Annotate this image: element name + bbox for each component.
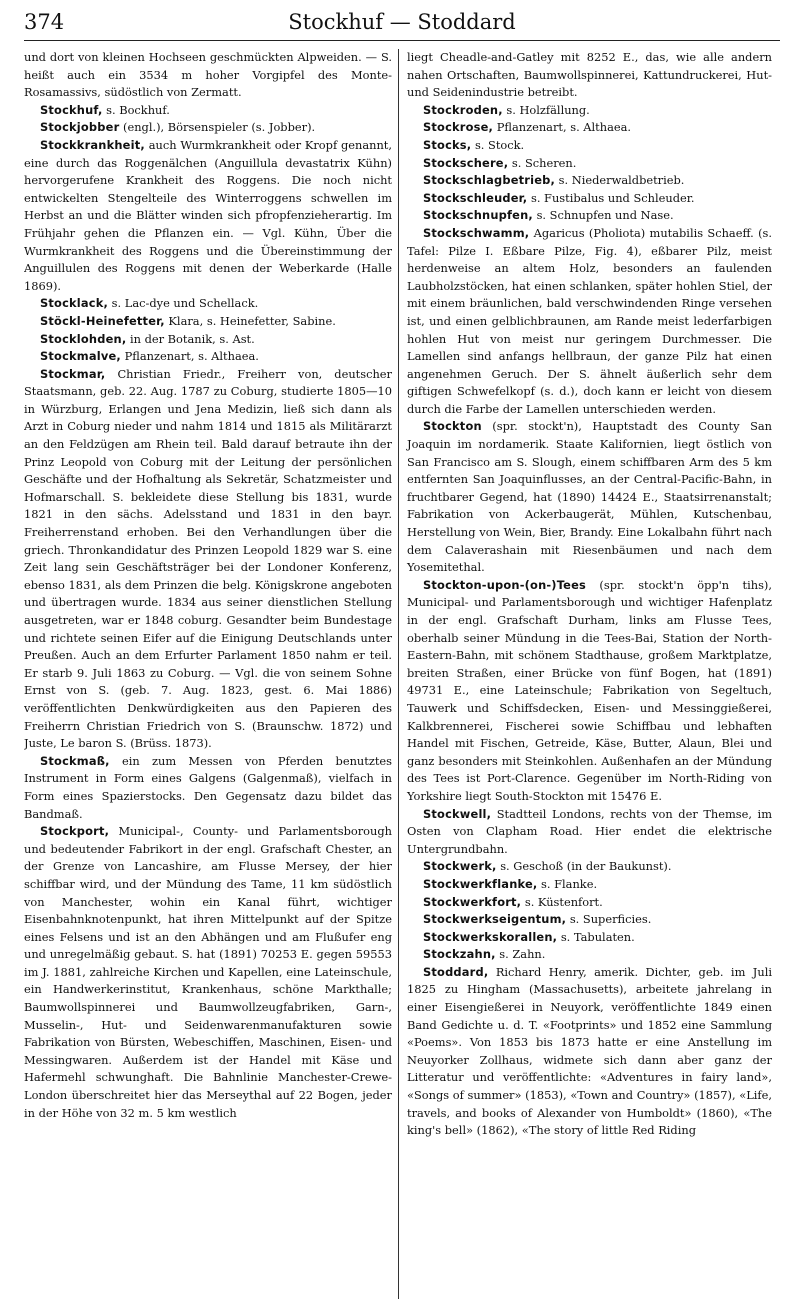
entry-text: (spr. stockt'n), Hauptstadt des County San Joaquin im nordamerik. Staate Kalifornien, liegt östlich von San Francisco am S. Slough, einem schiffbaren Arm des 5 km entfernten San Joaquinflusses, an der Central-Pacific-Bahn, in fruchtbarer Gegend, hat (1890) 14424 E., Staatsirrenanstalt; Fabrikation von Ackerbaugerät, Mühlen, Kutschenbau, Herstellung von Wein, Bier, Brandy. Eine Lokalbahn führt nach dem Calaverashain mit Riesenbäumen und nach dem Yosemitethal. xyxy=(407,419,772,575)
dictionary-entry xyxy=(24,137,392,295)
entry-headword: Stocklack, xyxy=(40,296,109,311)
entry-headword: Stockroden, xyxy=(423,102,503,117)
entry-text: Pflanzenart, s. Althaea. xyxy=(496,120,632,135)
entry-text: Pflanzenart, s. Althaea. xyxy=(124,349,259,364)
entry-text: Municipal-, County- und Parlamentsborough und bedeutender Fabrikort in der engl. Grafschaft Chester, an der Grenze von Lancashire, am Flusse Mersey, der hier schiffbar wird, und der Mündung des Tame, 11 km südöstlich von Manchester, wohin ein Kanal führt, wichtiger Eisenbahnknotenpunkt, hat ihren Mittelpunkt auf der Spitze eines Felsens und ist an den Abhängen und am Flußufer eng und unregelmäßig gebaut. S. hat (1891) 70253 E. gegen 59553 im J. 1881, zahlreiche Kirchen und Kapellen, eine Lateinschule, ein Handwerkerinstitut, Krankenhaus, schöne Markthalle; Baumwollspinnerei und Baumwollzeugfabriken, Garn-, Musselin-, Hut- und Seidenwarenmanufakturen sowie Fabrikation von Bürsten, Webeschiffen, Maschinen, Eisen- und Messingwaren. Außerdem ist der Handel mit Käse und Hafermehl schwunghaft. Die Bahnlinie Manchester-Crewe-London überschreitet hier das Merseythal auf 22 Bogen, jeder in der Höhe von 32 m. 5 km westlich xyxy=(24,824,393,1120)
entry-text: und dort von kleinen Hochseen geschmückten Alpweiden. — S. heißt auch ein 3534 m hoher Vorgipfel des Monte-Rosamassivs, südöstlich von Zermatt. xyxy=(24,50,392,100)
running-head: Stockhuf — Stoddard xyxy=(288,10,516,34)
dictionary-entry xyxy=(407,964,772,1140)
left-column xyxy=(24,49,398,1299)
entry-text: Klara, s. Heinefetter, Sabine. xyxy=(168,313,336,328)
entry-headword: Stockhuf, xyxy=(40,102,103,117)
entry-headword: Stockwerkskorallen, xyxy=(423,929,558,944)
text-columns xyxy=(24,49,780,1299)
entry-headword: Stockschleuder, xyxy=(423,190,528,205)
dictionary-entry xyxy=(24,366,392,753)
page-header xyxy=(24,8,780,41)
entry-text: (spr. stockt'n öpp'n tihs), Municipal- und Parlamentsborough und wichtiger Hafenplatz in der engl. Grafschaft Durham, links am Flusse Tees, oberhalb seiner Mündung in die Tees-Bai, Station der North-Eastern-Bahn, mit schönem Stadthause, großem Marktplatze, breiten Straßen, einer Brücke von fünf Bogen, hat (1891) 49731 E., eine Lateinschule; Fabrikation von Segeltuch, Tauwerk und Schiffsdecken, Eisen- und Messinggießerei, Kalkbrennerei, Fischerei sowie Schiffbau und lebhaften Handel mit Fischen, Getreide, Käse, Butter, Alaun, Blei und ganz besonders mit Steinkohlen. Außenhafen an der Mündung des Tees ist Port-Clarence. Gegenüber im North-Riding von Yorkshire liegt South-Stockton mit 15476 E. xyxy=(407,577,772,803)
dictionary-entry xyxy=(407,929,772,947)
entry-headword: Stockmaß, xyxy=(40,753,110,768)
entry-headword: Stockmalve, xyxy=(40,349,121,364)
dictionary-entry xyxy=(24,119,392,137)
entry-headword: Stockwerk, xyxy=(423,859,497,874)
dictionary-entry xyxy=(407,207,772,225)
entry-headword: Stockwerkfort, xyxy=(423,894,522,909)
entry-text: Richard Henry, amerik. Dichter, geb. im Juli 1825 zu Hingham (Massachusetts), arbeitete jahrelang in einer Eisengießerei in Neuyork, veröffentlichte 1849 einen Band Gedichte u. d. T. «Footprints» und 1852 eine Sammlung «Poems». Von 1853 bis 1873 hatte er eine Anstellung im Neuyorker Zollhaus, widmete sich dann aber ganz der Litteratur und veröffentlichte: «Adventures in fairy land», «Songs of summer» (1853), «Town and Country» (1857), «Life, travels, and books of Alexander von Humboldt» (1860), «The king's bell» (1862), «The story of little Red Riding xyxy=(407,964,772,1138)
dictionary-entry xyxy=(24,102,392,120)
entry-headword: Stockton xyxy=(423,419,482,434)
entry-text: s. Fustibalus und Schleuder. xyxy=(530,190,695,205)
dictionary-entry xyxy=(407,806,772,859)
entry-text: s. Bockhuf. xyxy=(106,102,170,117)
entry-text: s. Niederwaldbetrieb. xyxy=(558,173,685,188)
dictionary-entry xyxy=(407,102,772,120)
dictionary-entry xyxy=(24,348,392,366)
entry-headword: Stocks, xyxy=(423,137,472,152)
entry-headword: Stocklohden, xyxy=(40,331,127,346)
entry-headword: Stoddard, xyxy=(423,964,489,979)
dictionary-entry xyxy=(407,225,772,419)
entry-text: auch Wurmkrankheit oder Kropf genannt, eine durch das Roggenälchen (Anguillula devastatrix Kühn) hervorgerufene Krankheit des Roggens. Die noch nicht entwickelten Stengelteile des Winterroggens schwellen im Herbst an und die Blätter winden sich pfropfenzieherartig. Im Frühjahr gehen die Pflanzen ein. — Vgl. Kühn, Über die Wurmkrankheit des Roggens und die Übereinstimmung der Anguillulen des Roggens mit denen der Weberkarde (Halle 1869). xyxy=(24,137,393,293)
dictionary-entry xyxy=(407,911,772,929)
page-number: 374 xyxy=(24,10,65,34)
dictionary-entry xyxy=(407,858,772,876)
entry-headword: Stockwell, xyxy=(423,806,492,821)
entry-headword: Stockkrankheit, xyxy=(40,137,145,152)
entry-headword: Stockjobber xyxy=(40,120,120,135)
dictionary-entry xyxy=(407,155,772,173)
entry-text: Stadtteil Londons, rechts von der Themse, im Osten von Clapham Road. Hier endet die elektrische Untergrundbahn. xyxy=(407,806,772,856)
entry-headword: Stockton-upon-(on-)Tees xyxy=(423,577,586,592)
entry-headword: Stockzahn, xyxy=(423,947,496,962)
entry-text: (engl.), Börsenspieler (s. Jobber). xyxy=(123,120,316,135)
entry-text: Christian Friedr., Freiherr von, deutscher Staatsmann, geb. 22. Aug. 1787 zu Coburg, studierte 1805—10 in Würzburg, Erlangen und Jena Medizin, ließ sich dann als Arzt in Coburg nieder und nahm 1814 und 1815 als Militärarzt an den Feldzügen am Rhein teil. Bald darauf betraute ihn der Prinz Leopold von Coburg mit der Leitung der persönlichen Geschäfte und der Hofhaltung als Sekretär, Schatzmeister und Hofmarschall. S. bekleidete diese Stellung bis 1831, wurde 1821 in den sächs. Adelsstand und 1831 in den bayr. Freiherrenstand erhoben. Bei den Verhandlungen über die griech. Thronkandidatur des Prinzen Leopold 1829 war S. eine Zeit lang sein Geschäftsträger bei der Londoner Konferenz, ebenso 1831, als dem Prinzen die belg. Königskrone angeboten und übertragen wurde. 1834 aus seiner dienstlichen Stellung ausgetreten, war er 1848 coburg. Gesandter beim Bundestage und richtete seinen Eifer auf die Einigung Deutschlands unter Preußen. Auch an dem Erfurter Parlament 1850 nahm er teil. Er starb 9. Juli 1863 zu Coburg. — Vgl. die von seinem Sohne Ernst von S. (geb. 7. Aug. 1823, gest. 6. Mai 1886) veröffentlichten Denkwürdigkeiten aus den Papieren des Freiherrn Christian Friedrich von S. (Braunschw. 1872) und Juste, Le baron S. (Brüss. 1873). xyxy=(24,366,392,751)
entry-headword: Stöckl-Heinefetter, xyxy=(40,313,165,328)
dictionary-entry xyxy=(407,876,772,894)
entry-text: s. Tabulaten. xyxy=(560,929,635,944)
dictionary-entry xyxy=(407,49,772,102)
dictionary-entry xyxy=(407,577,772,806)
entry-text: s. Küstenfort. xyxy=(524,894,603,909)
entry-text: Agaricus (Pholiota) mutabilis Schaeff. (s. Tafel: Pilze I. Eßbare Pilze, Fig. 4), eßbarer Pilz, meist herdenweise an altem Holz, besonders an faulenden Laubholzstöcken, hat einen schlanken, später hohlen Stiel, der mit einem bräunlichen, bald verschwindenden Ringe versehen ist, und einen gelblichbraunen, am Rande meist lederfarbigen hohlen Hut von meist nur geringem Durchmesser. Die Lamellen sind anfangs hellbraun, der ganze Pilz hat einen angenehmen Geruch. Der S. ähnelt äußerlich sehr dem giftigen Schwefelkopf (s. d.), doch kann er leicht von diesem durch die Farbe der Lamellen unterschieden werden. xyxy=(407,225,772,416)
entry-text: in der Botanik, s. Ast. xyxy=(129,331,255,346)
dictionary-entry xyxy=(24,295,392,313)
dictionary-entry xyxy=(407,894,772,912)
entry-headword: Stockrose, xyxy=(423,120,494,135)
dictionary-entry xyxy=(407,418,772,576)
entry-text: s. Holzfällung. xyxy=(506,102,590,117)
dictionary-entry xyxy=(24,823,392,1122)
entry-text: s. Scheren. xyxy=(511,155,577,170)
entry-text: s. Schnupfen und Nase. xyxy=(536,208,674,223)
dictionary-entry xyxy=(24,49,392,102)
entry-headword: Stockwerkseigentum, xyxy=(423,912,567,927)
entry-headword: Stockschwamm, xyxy=(423,225,530,240)
entry-headword: Stockschere, xyxy=(423,155,509,170)
entry-headword: Stockmar, xyxy=(40,366,106,381)
dictionary-entry xyxy=(407,190,772,208)
entry-text: s. Superficies. xyxy=(569,912,652,927)
entry-headword: Stockwerkflanke, xyxy=(423,876,538,891)
dictionary-entry xyxy=(407,172,772,190)
entry-headword: Stockschlagbetrieb, xyxy=(423,173,556,188)
dictionary-entry xyxy=(407,119,772,137)
entry-text: s. Lac-dye und Schellack. xyxy=(111,296,259,311)
entry-text: s. Flanke. xyxy=(541,876,598,891)
entry-text: liegt Cheadle-and-Gatley mit 8252 E., das, wie alle andern nahen Ortschaften, Baumwollspinnerei, Kattundruckerei, Hut- und Seidenindustrie betreibt. xyxy=(407,50,772,100)
entry-text: s. Geschoß (in der Baukunst). xyxy=(500,859,672,874)
dictionary-entry xyxy=(24,753,392,823)
dictionary-entry xyxy=(407,946,772,964)
entry-headword: Stockport, xyxy=(40,824,110,839)
dictionary-entry xyxy=(24,331,392,349)
entry-text: s. Zahn. xyxy=(499,947,546,962)
entry-text: s. Stock. xyxy=(474,137,525,152)
dictionary-entry xyxy=(24,313,392,331)
entry-headword: Stockschnupfen, xyxy=(423,208,533,223)
right-column xyxy=(398,49,772,1299)
entry-text: ein zum Messen von Pferden benutztes Instrument in Form eines Galgens (Galgenmaß), vielfach in Form eines Spazierstocks. Den Gegensatz dazu bildet das Bandmaß. xyxy=(24,753,392,821)
dictionary-entry xyxy=(407,137,772,155)
